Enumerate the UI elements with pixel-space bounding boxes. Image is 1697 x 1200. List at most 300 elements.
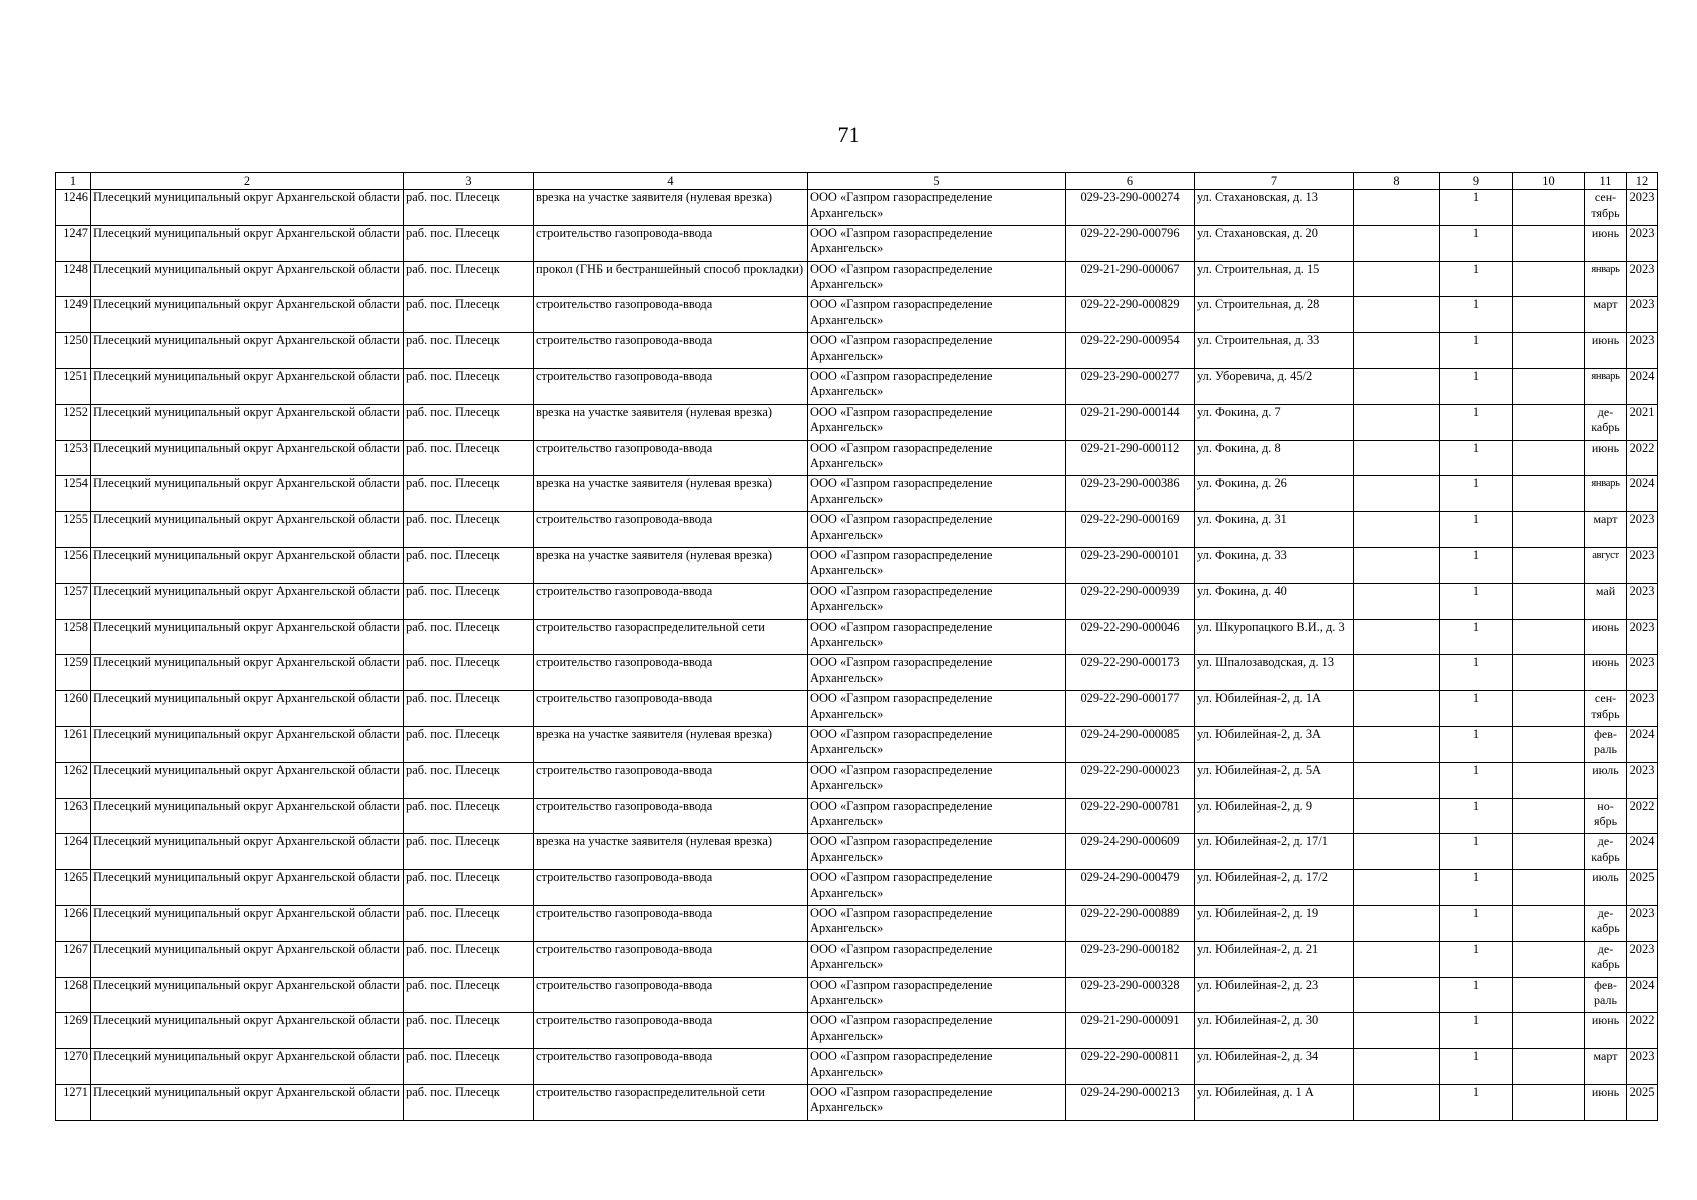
row-number: 1263 (56, 798, 91, 834)
municipality-cell: Плесецкий муниципальный округ Архангельской области (91, 691, 404, 727)
column-10-cell (1513, 547, 1585, 583)
row-number: 1262 (56, 762, 91, 798)
column-10-cell (1513, 440, 1585, 476)
year-cell: 2023 (1627, 225, 1658, 261)
address-cell: ул. Юбилейная-2, д. 17/2 (1195, 870, 1354, 906)
row-number: 1252 (56, 404, 91, 440)
work-type-cell: врезка на участке заявителя (нулевая врезка) (534, 190, 808, 226)
year-cell: 2024 (1627, 368, 1658, 404)
quantity-cell: 1 (1440, 1013, 1513, 1049)
organization-cell: ООО «Газпром газораспределение Архангельск» (808, 762, 1066, 798)
address-cell: ул. Шкуропацкого В.И., д. 3 (1195, 619, 1354, 655)
municipality-cell: Плесецкий муниципальный округ Архангельской области (91, 583, 404, 619)
column-10-cell (1513, 190, 1585, 226)
month-cell: январь (1585, 368, 1627, 404)
work-type-cell: строительство газопровода-ввода (534, 691, 808, 727)
code-cell: 029-22-290-000023 (1066, 762, 1195, 798)
column-8-cell (1354, 512, 1440, 548)
year-cell: 2023 (1627, 941, 1658, 977)
column-10-cell (1513, 691, 1585, 727)
column-8-cell (1354, 655, 1440, 691)
settlement-cell: раб. пос. Плесецк (404, 297, 534, 333)
month-cell: август (1585, 547, 1627, 583)
organization-cell: ООО «Газпром газораспределение Архангельск» (808, 440, 1066, 476)
settlement-cell: раб. пос. Плесецк (404, 905, 534, 941)
month-cell: де-кабрь (1585, 834, 1627, 870)
table-row (56, 547, 1658, 583)
organization-cell: ООО «Газпром газораспределение Архангельск» (808, 798, 1066, 834)
column-10-cell (1513, 655, 1585, 691)
table-row (56, 333, 1658, 369)
municipality-cell: Плесецкий муниципальный округ Архангельской области (91, 190, 404, 226)
settlement-cell: раб. пос. Плесецк (404, 476, 534, 512)
address-cell: ул. Стахановская, д. 13 (1195, 190, 1354, 226)
work-type-cell: строительство газопровода-ввода (534, 368, 808, 404)
code-cell: 029-23-290-000182 (1066, 941, 1195, 977)
settlement-cell: раб. пос. Плесецк (404, 977, 534, 1013)
column-header: 2 (91, 173, 404, 190)
code-cell: 029-22-290-000173 (1066, 655, 1195, 691)
municipality-cell: Плесецкий муниципальный округ Архангельской области (91, 512, 404, 548)
column-header: 4 (534, 173, 808, 190)
table-row (56, 368, 1658, 404)
municipality-cell: Плесецкий муниципальный округ Архангельской области (91, 870, 404, 906)
row-number: 1265 (56, 870, 91, 906)
column-10-cell (1513, 941, 1585, 977)
code-cell: 029-22-290-000177 (1066, 691, 1195, 727)
month-cell: июнь (1585, 1084, 1627, 1120)
month-cell: июль (1585, 870, 1627, 906)
table-row (56, 941, 1658, 977)
settlement-cell: раб. пос. Плесецк (404, 726, 534, 762)
quantity-cell: 1 (1440, 476, 1513, 512)
year-cell: 2022 (1627, 1013, 1658, 1049)
column-8-cell (1354, 691, 1440, 727)
work-type-cell: строительство газопровода-ввода (534, 870, 808, 906)
quantity-cell: 1 (1440, 762, 1513, 798)
settlement-cell: раб. пос. Плесецк (404, 941, 534, 977)
code-cell: 029-21-290-000067 (1066, 261, 1195, 297)
year-cell: 2023 (1627, 1049, 1658, 1085)
organization-cell: ООО «Газпром газораспределение Архангельск» (808, 977, 1066, 1013)
table-row (56, 834, 1658, 870)
settlement-cell: раб. пос. Плесецк (404, 798, 534, 834)
work-type-cell: врезка на участке заявителя (нулевая врезка) (534, 726, 808, 762)
code-cell: 029-24-290-000609 (1066, 834, 1195, 870)
year-cell: 2024 (1627, 726, 1658, 762)
month-cell: январь (1585, 261, 1627, 297)
column-10-cell (1513, 368, 1585, 404)
code-cell: 029-21-290-000091 (1066, 1013, 1195, 1049)
row-number: 1266 (56, 905, 91, 941)
column-8-cell (1354, 941, 1440, 977)
year-cell: 2023 (1627, 190, 1658, 226)
year-cell: 2022 (1627, 798, 1658, 834)
month-cell: июнь (1585, 333, 1627, 369)
work-type-cell: строительство газопровода-ввода (534, 655, 808, 691)
row-number: 1257 (56, 583, 91, 619)
code-cell: 029-22-290-000954 (1066, 333, 1195, 369)
organization-cell: ООО «Газпром газораспределение Архангельск» (808, 905, 1066, 941)
settlement-cell: раб. пос. Плесецк (404, 691, 534, 727)
address-cell: ул. Фокина, д. 26 (1195, 476, 1354, 512)
row-number: 1246 (56, 190, 91, 226)
work-type-cell: строительство газопровода-ввода (534, 798, 808, 834)
address-cell: ул. Фокина, д. 8 (1195, 440, 1354, 476)
column-10-cell (1513, 619, 1585, 655)
work-type-cell: строительство газораспределительной сети (534, 619, 808, 655)
quantity-cell: 1 (1440, 547, 1513, 583)
organization-cell: ООО «Газпром газораспределение Архангельск» (808, 691, 1066, 727)
table-row (56, 691, 1658, 727)
year-cell: 2023 (1627, 261, 1658, 297)
column-8-cell (1354, 870, 1440, 906)
year-cell: 2023 (1627, 512, 1658, 548)
month-cell: сен-тябрь (1585, 691, 1627, 727)
quantity-cell: 1 (1440, 977, 1513, 1013)
quantity-cell: 1 (1440, 297, 1513, 333)
column-header: 5 (808, 173, 1066, 190)
column-header: 8 (1354, 173, 1440, 190)
code-cell: 029-23-290-000274 (1066, 190, 1195, 226)
organization-cell: ООО «Газпром газораспределение Архангельск» (808, 225, 1066, 261)
code-cell: 029-24-290-000479 (1066, 870, 1195, 906)
settlement-cell: раб. пос. Плесецк (404, 1084, 534, 1120)
row-number: 1251 (56, 368, 91, 404)
work-type-cell: строительство газопровода-ввода (534, 225, 808, 261)
column-header: 12 (1627, 173, 1658, 190)
settlement-cell: раб. пос. Плесецк (404, 404, 534, 440)
settlement-cell: раб. пос. Плесецк (404, 762, 534, 798)
column-10-cell (1513, 870, 1585, 906)
organization-cell: ООО «Газпром газораспределение Архангельск» (808, 655, 1066, 691)
code-cell: 029-22-290-000796 (1066, 225, 1195, 261)
column-10-cell (1513, 583, 1585, 619)
address-cell: ул. Фокина, д. 33 (1195, 547, 1354, 583)
municipality-cell: Плесецкий муниципальный округ Архангельской области (91, 225, 404, 261)
row-number: 1249 (56, 297, 91, 333)
code-cell: 029-22-290-000829 (1066, 297, 1195, 333)
column-10-cell (1513, 225, 1585, 261)
register-table (55, 172, 1658, 1121)
column-8-cell (1354, 261, 1440, 297)
column-header: 9 (1440, 173, 1513, 190)
month-cell: июнь (1585, 1013, 1627, 1049)
settlement-cell: раб. пос. Плесецк (404, 547, 534, 583)
column-8-cell (1354, 547, 1440, 583)
settlement-cell: раб. пос. Плесецк (404, 440, 534, 476)
table-row (56, 440, 1658, 476)
work-type-cell: строительство газопровода-ввода (534, 440, 808, 476)
code-cell: 029-22-290-000811 (1066, 1049, 1195, 1085)
column-10-cell (1513, 762, 1585, 798)
quantity-cell: 1 (1440, 1049, 1513, 1085)
settlement-cell: раб. пос. Плесецк (404, 619, 534, 655)
row-number: 1255 (56, 512, 91, 548)
column-10-cell (1513, 476, 1585, 512)
year-cell: 2023 (1627, 619, 1658, 655)
municipality-cell: Плесецкий муниципальный округ Архангельской области (91, 905, 404, 941)
municipality-cell: Плесецкий муниципальный округ Архангельской области (91, 726, 404, 762)
organization-cell: ООО «Газпром газораспределение Архангельск» (808, 726, 1066, 762)
table-row (56, 1049, 1658, 1085)
work-type-cell: строительство газопровода-ввода (534, 297, 808, 333)
year-cell: 2023 (1627, 655, 1658, 691)
column-header: 11 (1585, 173, 1627, 190)
table-row (56, 512, 1658, 548)
column-header: 6 (1066, 173, 1195, 190)
month-cell: май (1585, 583, 1627, 619)
organization-cell: ООО «Газпром газораспределение Архангельск» (808, 297, 1066, 333)
quantity-cell: 1 (1440, 333, 1513, 369)
quantity-cell: 1 (1440, 368, 1513, 404)
work-type-cell: строительство газопровода-ввода (534, 1013, 808, 1049)
address-cell: ул. Юбилейная-2, д. 3А (1195, 726, 1354, 762)
row-number: 1268 (56, 977, 91, 1013)
column-8-cell (1354, 834, 1440, 870)
month-cell: январь (1585, 476, 1627, 512)
code-cell: 029-22-290-000781 (1066, 798, 1195, 834)
settlement-cell: раб. пос. Плесецк (404, 583, 534, 619)
year-cell: 2025 (1627, 870, 1658, 906)
address-cell: ул. Уборевича, д. 45/2 (1195, 368, 1354, 404)
row-number: 1258 (56, 619, 91, 655)
year-cell: 2023 (1627, 691, 1658, 727)
row-number: 1253 (56, 440, 91, 476)
settlement-cell: раб. пос. Плесецк (404, 225, 534, 261)
quantity-cell: 1 (1440, 1084, 1513, 1120)
column-10-cell (1513, 1013, 1585, 1049)
quantity-cell: 1 (1440, 870, 1513, 906)
quantity-cell: 1 (1440, 655, 1513, 691)
column-10-cell (1513, 905, 1585, 941)
address-cell: ул. Шпалозаводская, д. 13 (1195, 655, 1354, 691)
column-header: 7 (1195, 173, 1354, 190)
month-cell: июнь (1585, 225, 1627, 261)
municipality-cell: Плесецкий муниципальный округ Архангельской области (91, 368, 404, 404)
year-cell: 2021 (1627, 404, 1658, 440)
month-cell: фев-раль (1585, 977, 1627, 1013)
municipality-cell: Плесецкий муниципальный округ Архангельской области (91, 941, 404, 977)
code-cell: 029-23-290-000386 (1066, 476, 1195, 512)
code-cell: 029-21-290-000112 (1066, 440, 1195, 476)
row-number: 1256 (56, 547, 91, 583)
year-cell: 2023 (1627, 333, 1658, 369)
quantity-cell: 1 (1440, 225, 1513, 261)
year-cell: 2022 (1627, 440, 1658, 476)
code-cell: 029-22-290-000046 (1066, 619, 1195, 655)
quantity-cell: 1 (1440, 726, 1513, 762)
municipality-cell: Плесецкий муниципальный округ Архангельской области (91, 404, 404, 440)
column-8-cell (1354, 440, 1440, 476)
table-row (56, 798, 1658, 834)
table-row (56, 225, 1658, 261)
quantity-cell: 1 (1440, 583, 1513, 619)
column-10-cell (1513, 1084, 1585, 1120)
work-type-cell: строительство газопровода-ввода (534, 762, 808, 798)
year-cell: 2023 (1627, 762, 1658, 798)
settlement-cell: раб. пос. Плесецк (404, 333, 534, 369)
address-cell: ул. Фокина, д. 31 (1195, 512, 1354, 548)
organization-cell: ООО «Газпром газораспределение Архангельск» (808, 870, 1066, 906)
table-row (56, 404, 1658, 440)
quantity-cell: 1 (1440, 440, 1513, 476)
municipality-cell: Плесецкий муниципальный округ Архангельской области (91, 476, 404, 512)
work-type-cell: строительство газопровода-ввода (534, 905, 808, 941)
code-cell: 029-22-290-000939 (1066, 583, 1195, 619)
table-row (56, 977, 1658, 1013)
work-type-cell: строительство газопровода-ввода (534, 333, 808, 369)
municipality-cell: Плесецкий муниципальный округ Архангельской области (91, 547, 404, 583)
organization-cell: ООО «Газпром газораспределение Архангельск» (808, 547, 1066, 583)
municipality-cell: Плесецкий муниципальный округ Архангельской области (91, 297, 404, 333)
address-cell: ул. Юбилейная-2, д. 21 (1195, 941, 1354, 977)
organization-cell: ООО «Газпром газораспределение Архангельск» (808, 404, 1066, 440)
column-8-cell (1354, 333, 1440, 369)
month-cell: фев-раль (1585, 726, 1627, 762)
work-type-cell: строительство газопровода-ввода (534, 1049, 808, 1085)
column-10-cell (1513, 798, 1585, 834)
organization-cell: ООО «Газпром газораспределение Архангельск» (808, 834, 1066, 870)
quantity-cell: 1 (1440, 691, 1513, 727)
quantity-cell: 1 (1440, 798, 1513, 834)
column-8-cell (1354, 905, 1440, 941)
table-row (56, 905, 1658, 941)
column-8-cell (1354, 368, 1440, 404)
row-number: 1254 (56, 476, 91, 512)
work-type-cell: врезка на участке заявителя (нулевая врезка) (534, 404, 808, 440)
work-type-cell: врезка на участке заявителя (нулевая врезка) (534, 476, 808, 512)
organization-cell: ООО «Газпром газораспределение Архангельск» (808, 941, 1066, 977)
code-cell: 029-23-290-000277 (1066, 368, 1195, 404)
month-cell: июнь (1585, 619, 1627, 655)
year-cell: 2024 (1627, 834, 1658, 870)
header-row (56, 173, 1658, 190)
address-cell: ул. Юбилейная-2, д. 9 (1195, 798, 1354, 834)
table-body (56, 190, 1658, 1121)
row-number: 1248 (56, 261, 91, 297)
municipality-cell: Плесецкий муниципальный округ Архангельской области (91, 762, 404, 798)
work-type-cell: строительство газопровода-ввода (534, 941, 808, 977)
quantity-cell: 1 (1440, 404, 1513, 440)
column-8-cell (1354, 476, 1440, 512)
year-cell: 2024 (1627, 476, 1658, 512)
settlement-cell: раб. пос. Плесецк (404, 655, 534, 691)
quantity-cell: 1 (1440, 905, 1513, 941)
organization-cell: ООО «Газпром газораспределение Архангельск» (808, 1084, 1066, 1120)
month-cell: март (1585, 1049, 1627, 1085)
row-number: 1270 (56, 1049, 91, 1085)
municipality-cell: Плесецкий муниципальный округ Архангельской области (91, 798, 404, 834)
settlement-cell: раб. пос. Плесецк (404, 1049, 534, 1085)
table-row (56, 619, 1658, 655)
column-header: 3 (404, 173, 534, 190)
year-cell: 2023 (1627, 297, 1658, 333)
column-10-cell (1513, 333, 1585, 369)
quantity-cell: 1 (1440, 834, 1513, 870)
column-header: 10 (1513, 173, 1585, 190)
column-8-cell (1354, 1013, 1440, 1049)
municipality-cell: Плесецкий муниципальный округ Архангельской области (91, 333, 404, 369)
column-8-cell (1354, 583, 1440, 619)
address-cell: ул. Фокина, д. 7 (1195, 404, 1354, 440)
column-8-cell (1354, 404, 1440, 440)
municipality-cell: Плесецкий муниципальный округ Архангельской области (91, 834, 404, 870)
municipality-cell: Плесецкий муниципальный округ Архангельской области (91, 1013, 404, 1049)
table-row (56, 1013, 1658, 1049)
settlement-cell: раб. пос. Плесецк (404, 870, 534, 906)
month-cell: де-кабрь (1585, 905, 1627, 941)
municipality-cell: Плесецкий муниципальный округ Архангельской области (91, 440, 404, 476)
column-10-cell (1513, 726, 1585, 762)
work-type-cell: врезка на участке заявителя (нулевая врезка) (534, 547, 808, 583)
settlement-cell: раб. пос. Плесецк (404, 512, 534, 548)
work-type-cell: строительство газопровода-ввода (534, 583, 808, 619)
table-row (56, 655, 1658, 691)
address-cell: ул. Юбилейная-2, д. 23 (1195, 977, 1354, 1013)
organization-cell: ООО «Газпром газораспределение Архангельск» (808, 476, 1066, 512)
year-cell: 2023 (1627, 905, 1658, 941)
column-header: 1 (56, 173, 91, 190)
quantity-cell: 1 (1440, 190, 1513, 226)
row-number: 1271 (56, 1084, 91, 1120)
address-cell: ул. Строительная, д. 33 (1195, 333, 1354, 369)
column-8-cell (1354, 762, 1440, 798)
settlement-cell: раб. пос. Плесецк (404, 261, 534, 297)
municipality-cell: Плесецкий муниципальный округ Архангельской области (91, 619, 404, 655)
quantity-cell: 1 (1440, 619, 1513, 655)
work-type-cell: строительство газораспределительной сети (534, 1084, 808, 1120)
month-cell: но-ябрь (1585, 798, 1627, 834)
month-cell: сен-тябрь (1585, 190, 1627, 226)
year-cell: 2023 (1627, 583, 1658, 619)
address-cell: ул. Юбилейная-2, д. 34 (1195, 1049, 1354, 1085)
municipality-cell: Плесецкий муниципальный округ Архангельской области (91, 261, 404, 297)
year-cell: 2025 (1627, 1084, 1658, 1120)
code-cell: 029-24-290-000085 (1066, 726, 1195, 762)
organization-cell: ООО «Газпром газораспределение Архангельск» (808, 190, 1066, 226)
month-cell: де-кабрь (1585, 404, 1627, 440)
work-type-cell: строительство газопровода-ввода (534, 512, 808, 548)
column-10-cell (1513, 404, 1585, 440)
quantity-cell: 1 (1440, 941, 1513, 977)
month-cell: июнь (1585, 440, 1627, 476)
quantity-cell: 1 (1440, 261, 1513, 297)
month-cell: июль (1585, 762, 1627, 798)
work-type-cell: врезка на участке заявителя (нулевая врезка) (534, 834, 808, 870)
year-cell: 2023 (1627, 547, 1658, 583)
column-8-cell (1354, 225, 1440, 261)
column-10-cell (1513, 261, 1585, 297)
column-10-cell (1513, 1049, 1585, 1085)
code-cell: 029-24-290-000213 (1066, 1084, 1195, 1120)
organization-cell: ООО «Газпром газораспределение Архангельск» (808, 583, 1066, 619)
organization-cell: ООО «Газпром газораспределение Архангельск» (808, 1013, 1066, 1049)
address-cell: ул. Юбилейная-2, д. 1А (1195, 691, 1354, 727)
organization-cell: ООО «Газпром газораспределение Архангельск» (808, 1049, 1066, 1085)
column-8-cell (1354, 977, 1440, 1013)
column-10-cell (1513, 977, 1585, 1013)
row-number: 1247 (56, 225, 91, 261)
address-cell: ул. Строительная, д. 15 (1195, 261, 1354, 297)
table-row (56, 583, 1658, 619)
month-cell: март (1585, 512, 1627, 548)
column-10-cell (1513, 297, 1585, 333)
row-number: 1250 (56, 333, 91, 369)
row-number: 1259 (56, 655, 91, 691)
column-number-header (56, 173, 1658, 190)
column-10-cell (1513, 834, 1585, 870)
